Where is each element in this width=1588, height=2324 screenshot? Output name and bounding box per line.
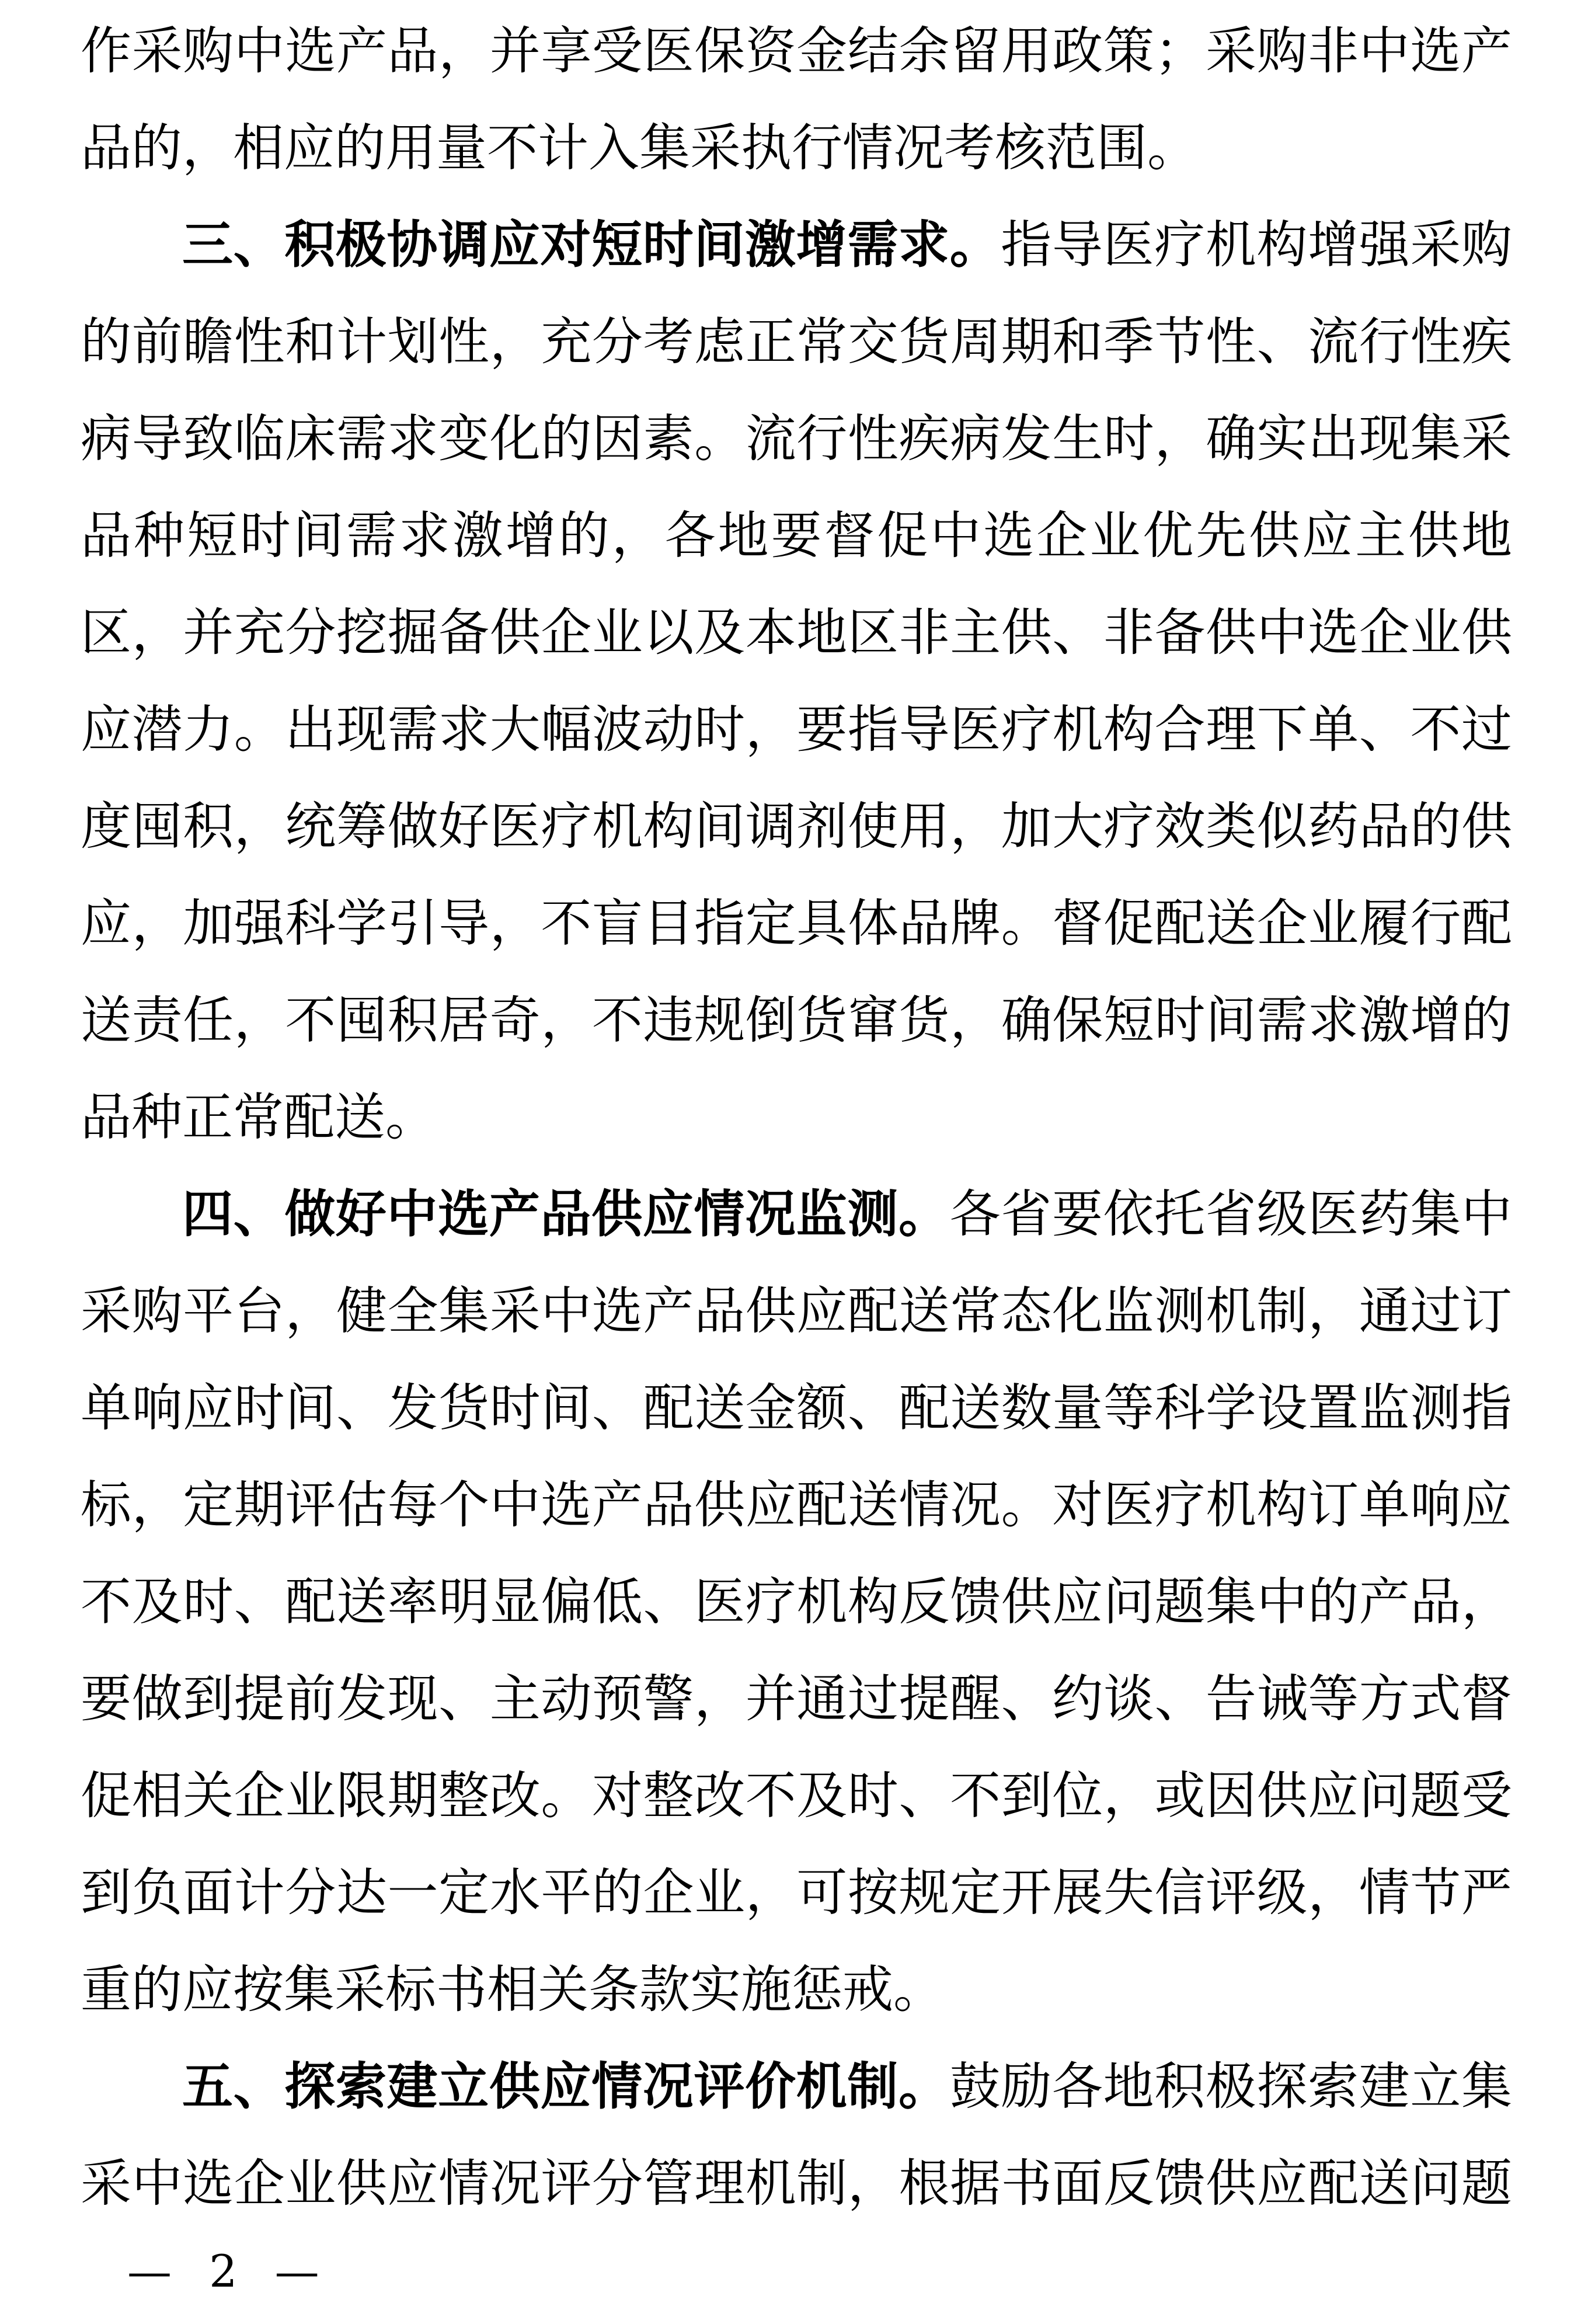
body-text: 重的应按集采标书相关条款实施惩戒。 <box>81 1960 944 2019</box>
page-number: — 2 — <box>127 2245 319 2297</box>
body-text: 不及时、配送率明显偏低、医疗机构反馈供应问题集中的产品， <box>81 1572 1512 1631</box>
text-line <box>81 196 1512 293</box>
body-text: 到负面计分达一定水平的企业，可按规定开展失信评级，情节严 <box>81 1863 1512 1922</box>
body-text: 品的，相应的用量不计入集采执行情况考核范围。 <box>81 118 1198 178</box>
text-line <box>81 681 1512 778</box>
body-text: 标，定期评估每个中选产品供应配送情况。对医疗机构订单响应 <box>81 1475 1512 1535</box>
body-text: 采购平台，健全集采中选产品供应配送常态化监测机制，通过订 <box>81 1281 1512 1341</box>
body-text: 采中选企业供应情况评分管理机制，根据书面反馈供应配送问题 <box>81 2153 1512 2213</box>
body-text: 要做到提前发现、主动预警，并通过提醒、约谈、告诫等方式督 <box>81 1669 1512 1728</box>
text-line <box>81 1262 1512 1359</box>
text-line <box>81 2 1512 99</box>
body-text: 单响应时间、发货时间、配送金额、配送数量等科学设置监测指 <box>81 1378 1512 1438</box>
body-text: 作采购中选产品，并享受医保资金结余留用政策；采购非中选产 <box>81 21 1512 81</box>
body-text: 应，加强科学引导，不盲目指定具体品牌。督促配送企业履行配 <box>81 893 1512 953</box>
text-line <box>81 1553 1512 1650</box>
section-heading: 五、探索建立供应情况评价机制。 <box>182 2056 950 2116</box>
text-line <box>81 1941 1512 2038</box>
body-text: 鼓励各地积极探索建立集 <box>949 2057 1513 2116</box>
text-line <box>81 1456 1512 1553</box>
body-text: 的前瞻性和计划性，充分考虑正常交货周期和季节性、流行性疾 <box>81 312 1512 371</box>
document-text-block <box>81 2 1512 2232</box>
text-line <box>81 2038 1512 2135</box>
body-text: 品种短时间需求激增的，各地要督促中选企业优先供应主供地 <box>81 506 1512 565</box>
text-line <box>81 875 1512 972</box>
body-text: 指导医疗机构增强采购 <box>1001 215 1513 274</box>
text-line <box>81 1650 1512 1747</box>
body-text: 促相关企业限期整改。对整改不及时、不到位，或因供应问题受 <box>81 1766 1512 1825</box>
text-line <box>81 487 1512 584</box>
text-line <box>81 99 1512 196</box>
body-text: 应潜力。出现需求大幅波动时，要指导医疗机构合理下单、不过 <box>81 700 1512 759</box>
text-line <box>81 293 1512 390</box>
body-text: 各省要依托省级医药集中 <box>949 1184 1513 1244</box>
body-text: 品种正常配送。 <box>81 1087 436 1147</box>
text-line <box>81 390 1512 487</box>
text-line <box>81 1166 1512 1262</box>
body-text: 区，并充分挖掘备供企业以及本地区非主供、非备供中选企业供 <box>81 603 1512 662</box>
text-line <box>81 1359 1512 1456</box>
body-text: 度囤积，统筹做好医疗机构间调剂使用，加大疗效类似药品的供 <box>81 796 1512 856</box>
text-line <box>81 1844 1512 1941</box>
text-line <box>81 584 1512 681</box>
body-text: 病导致临床需求变化的因素。流行性疾病发生时，确实出现集采 <box>81 409 1512 468</box>
section-heading: 四、做好中选产品供应情况监测。 <box>182 1184 950 1244</box>
text-line <box>81 972 1512 1069</box>
text-line <box>81 778 1512 875</box>
text-line <box>81 2135 1512 2232</box>
body-text: 送责任，不囤积居奇，不违规倒货窜货，确保短时间需求激增的 <box>81 990 1512 1050</box>
section-heading: 三、积极协调应对短时间激增需求。 <box>182 214 1001 274</box>
text-line <box>81 1069 1512 1166</box>
text-line <box>81 1747 1512 1844</box>
